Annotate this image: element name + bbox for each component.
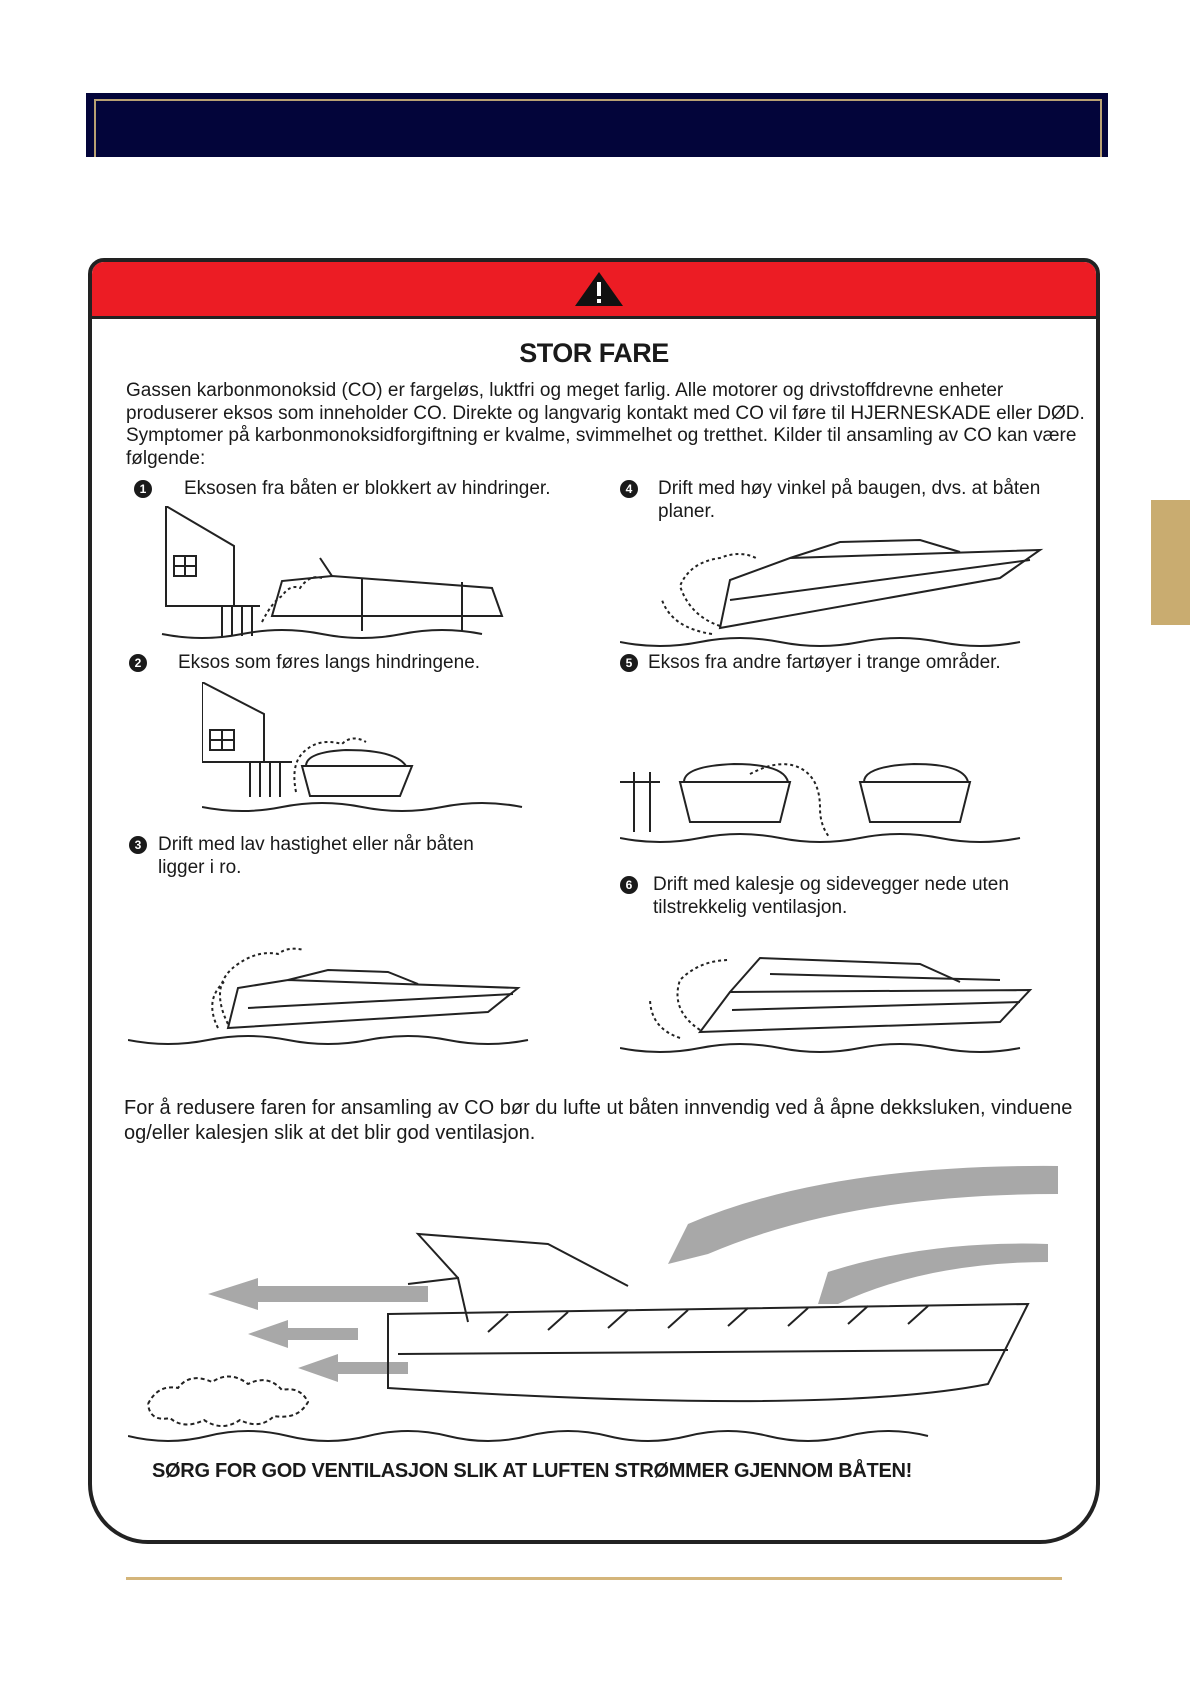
item-number-2: 2 bbox=[129, 654, 147, 672]
header-bar bbox=[86, 93, 1108, 157]
item-number-4: 4 bbox=[620, 480, 638, 498]
illustration-other-vessels bbox=[620, 742, 1060, 852]
danger-panel bbox=[88, 258, 1100, 1544]
ventilation-advice: For å redusere faren for ansamling av CO bør du lufte ut båten innvendig ved å åpne dekksluken, vinduene og/eller kalesjen slik at det blir god ventilasjon. bbox=[124, 1097, 1073, 1144]
illustration-canopy-down bbox=[620, 930, 1060, 1070]
illustration-exhaust-along-obstacles bbox=[202, 682, 532, 822]
footer-divider bbox=[126, 1577, 1062, 1580]
item-number-6: 6 bbox=[620, 876, 638, 894]
danger-banner bbox=[92, 262, 1096, 319]
warning-triangle-icon bbox=[573, 270, 625, 308]
item-text-5: Eksos fra andre fartøyer i trange områder. bbox=[648, 652, 1001, 673]
item-text-3: Drift med lav hastighet eller når båten ligger i ro. bbox=[158, 834, 474, 878]
item-text-4: Drift med høy vinkel på baugen, dvs. at båten planer. bbox=[658, 478, 1041, 522]
item-text-2: Eksos som føres langs hindringene. bbox=[178, 652, 481, 673]
ventilation-slogan: SØRG FOR GOD VENTILASJON SLIK AT LUFTEN STRØMMER GJENNOM BÅTEN! bbox=[152, 1460, 912, 1482]
illustration-low-speed bbox=[128, 928, 548, 1058]
item-text-6: Drift med kalesje og sidevegger nede uten tilstrekkelig ventilasjon. bbox=[653, 874, 1009, 918]
danger-intro: Gassen karbonmonoksid (CO) er fargeløs, luktfri og meget farlig. Alle motorer og drivstoffdrevne enheter produserer eksos som inneholder CO. Direkte og langvarig kontakt med CO vil føre til HJERNESKADE eller DØD. Symptomer på karbonmonoksidforgiftning er kvalme, svimmelhet og tretthet. Kilder til ansamling av CO kan være følgende: bbox=[126, 380, 1085, 469]
item-text-1: Eksosen fra båten er blokkert av hindringer. bbox=[184, 478, 551, 499]
illustration-blocked-exhaust bbox=[132, 506, 532, 646]
item-number-1: 1 bbox=[134, 480, 152, 498]
illustration-high-bow-angle bbox=[620, 530, 1060, 670]
illustration-ventilation-airflow bbox=[128, 1154, 1078, 1454]
section-tab[interactable] bbox=[1151, 500, 1190, 625]
item-number-3: 3 bbox=[129, 836, 147, 854]
danger-title: STOR FARE bbox=[519, 338, 669, 368]
header-frame bbox=[94, 99, 1102, 157]
item-number-5: 5 bbox=[620, 654, 638, 672]
